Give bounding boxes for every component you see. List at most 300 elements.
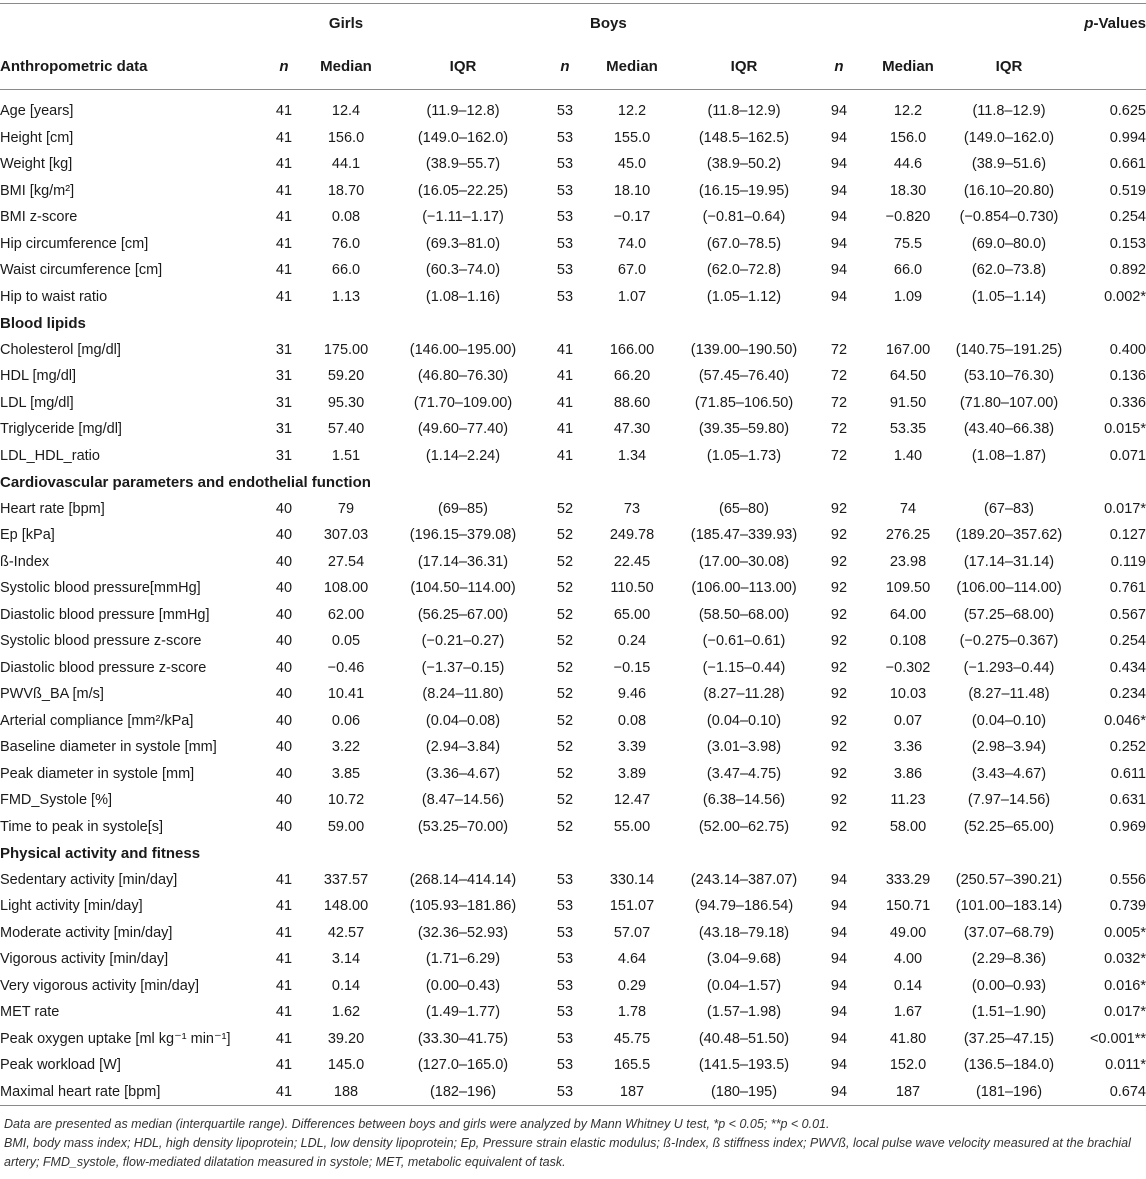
table-row (0, 575, 1146, 602)
boys-median: 0.29 (617, 977, 647, 994)
table-row (0, 390, 1146, 417)
section-header-row (0, 840, 1146, 867)
boys-median: 73 (623, 500, 641, 517)
girls-n: 41 (275, 156, 293, 173)
boys-n: 52 (556, 686, 574, 703)
total-n: 92 (830, 792, 848, 809)
table-row (0, 655, 1146, 682)
girls-n: 41 (275, 1030, 293, 1047)
total-median: 91.50 (889, 394, 927, 411)
group-header-row (0, 4, 1146, 44)
boys-median: 12.2 (617, 103, 647, 120)
boys-n: 41 (556, 368, 574, 385)
boys-n: 53 (556, 288, 574, 305)
median-header: Median (864, 43, 952, 90)
boys-iqr: (3.04–9.68) (706, 951, 782, 968)
table-row (0, 628, 1146, 655)
girls-median: 79 (337, 500, 355, 517)
row-label: FMD_Systole [%] (0, 792, 112, 809)
boys-n: 52 (556, 765, 574, 782)
p-value: 0.761 (1109, 580, 1146, 597)
row-label: LDL [mg/dl] (0, 394, 74, 411)
total-n: 94 (830, 1030, 848, 1047)
total-n: 94 (830, 129, 848, 146)
row-label: BMI z-score (0, 209, 78, 226)
total-iqr: (53.10–76.30) (963, 368, 1055, 385)
boys-median: 74.0 (617, 235, 647, 252)
total-median: −0.820 (885, 209, 931, 226)
boys-median: 151.07 (609, 898, 655, 915)
girls-median: 95.30 (327, 394, 365, 411)
boys-iqr: (40.48–51.50) (698, 1030, 790, 1047)
boys-median: 0.08 (617, 712, 647, 729)
row-label: Light activity [min/day] (0, 898, 143, 915)
total-iqr: (7.97–14.56) (967, 792, 1051, 809)
girls-iqr: (−0.21–0.27) (421, 633, 505, 650)
table-row (0, 549, 1146, 576)
girls-iqr: (1.08–1.16) (425, 288, 501, 305)
total-iqr: (17.14–31.14) (963, 553, 1055, 570)
boys-median: 165.5 (613, 1057, 651, 1074)
girls-iqr: (1.71–6.29) (425, 951, 501, 968)
boys-iqr: (139.00–190.50) (690, 341, 798, 358)
total-iqr: (16.10–20.80) (963, 182, 1055, 199)
total-median: 4.00 (893, 951, 923, 968)
boys-iqr: (185.47–339.93) (690, 527, 798, 544)
p-value: 0.017* (1104, 1004, 1146, 1021)
girls-n: 40 (275, 633, 293, 650)
table-row (0, 231, 1146, 258)
section-title: Blood lipids (0, 314, 86, 332)
section-title: Physical activity and fitness (0, 844, 201, 862)
total-iqr: (1.05–1.14) (971, 288, 1047, 305)
total-iqr: (0.00–0.93) (971, 977, 1047, 994)
boys-n: 52 (556, 527, 574, 544)
total-median: 44.6 (893, 156, 923, 173)
total-median: 187 (864, 1079, 952, 1106)
p-value: 0.252 (1109, 739, 1146, 756)
boys-median: 88.60 (613, 394, 651, 411)
girls-iqr: (17.14–36.31) (417, 553, 509, 570)
n-header: n (814, 43, 864, 90)
table-row (0, 178, 1146, 205)
total-iqr: (136.5–184.0) (963, 1057, 1055, 1074)
boys-n: 53 (556, 898, 574, 915)
footnote-abbreviations: BMI, body mass index; HDL, high density lipoprotein; LDL, low density lipoprotein; Ep, Pressure strain elastic modulus; ß-Index, ß stiffness index; PWVß, local pulse wave velocity measured at the brachial artery; FMD_systole, flow-mediated dilatation measured in systole; MET, metabolic equivalent of task. (4, 1136, 1131, 1169)
boys-n: 52 (556, 553, 574, 570)
girls-n: 40 (275, 527, 293, 544)
boys-n: 52 (556, 792, 574, 809)
table-row (0, 681, 1146, 708)
table-row (0, 946, 1146, 973)
girls-median: 12.4 (331, 103, 361, 120)
girls-iqr: (127.0–165.0) (417, 1057, 509, 1074)
girls-iqr: (11.9–12.8) (426, 103, 500, 120)
total-iqr: (11.8–12.9) (972, 103, 1046, 120)
boys-iqr: (148.5–162.5) (698, 129, 790, 146)
girls-median: 44.1 (331, 156, 361, 173)
boys-iqr: (71.85–106.50) (694, 394, 794, 411)
total-median: 64.50 (889, 368, 927, 385)
total-iqr: (3.43–4.67) (971, 765, 1047, 782)
table-row (0, 151, 1146, 178)
row-label: ß-Index (0, 553, 50, 570)
girls-iqr: (38.9–55.7) (425, 156, 501, 173)
p-value: 0.127 (1109, 527, 1146, 544)
p-value: 0.016* (1104, 977, 1146, 994)
table-row (0, 867, 1146, 894)
row-label: HDL [mg/dl] (0, 368, 77, 385)
girls-median: 0.08 (331, 209, 361, 226)
row-label: Very vigorous activity [min/day] (0, 977, 200, 994)
girls-iqr: (60.3–74.0) (425, 262, 501, 279)
p-value: 0.567 (1109, 606, 1146, 623)
boys-median: 0.24 (617, 633, 647, 650)
boys-n: 53 (556, 103, 574, 120)
girls-median: −0.46 (327, 659, 365, 676)
girls-n: 40 (275, 792, 293, 809)
p-value: 0.611 (1110, 765, 1146, 782)
total-median: 66.0 (893, 262, 923, 279)
total-median: −0.302 (885, 659, 931, 676)
p-value: 0.119 (1110, 553, 1146, 570)
row-label: Peak oxygen uptake [ml kg⁻¹ min⁻¹] (0, 1030, 231, 1047)
boys-n: 53 (556, 209, 574, 226)
total-median: 49.00 (889, 924, 927, 941)
boys-n: 53 (556, 182, 574, 199)
total-median: 0.14 (893, 977, 923, 994)
boys-iqr: (0.04–0.10) (706, 712, 782, 729)
total-iqr: (52.25–65.00) (963, 818, 1055, 835)
total-median: 75.5 (893, 235, 923, 252)
boys-n: 52 (556, 712, 574, 729)
row-label: Height [cm] (0, 129, 74, 146)
girls-iqr: (196.15–379.08) (409, 527, 517, 544)
row-label: Baseline diameter in systole [mm] (0, 739, 217, 756)
total-n: 92 (830, 606, 848, 623)
table-row (0, 522, 1146, 549)
girls-median: 148.00 (323, 898, 369, 915)
girls-median: 188 (306, 1079, 386, 1106)
p-value: 0.336 (1109, 394, 1146, 411)
total-n: 94 (830, 1057, 848, 1074)
girls-median: 1.62 (331, 1004, 361, 1021)
total-median: 53.35 (889, 421, 927, 438)
girls-median: 59.00 (327, 818, 365, 835)
total-median: 0.108 (889, 633, 927, 650)
table-row (0, 893, 1146, 920)
girls-n: 31 (275, 368, 293, 385)
girls-n: 41 (275, 103, 293, 120)
row-label: Ep [kPa] (0, 527, 55, 544)
row-label: Weight [kg] (0, 156, 73, 173)
boys-iqr: (141.5–193.5) (698, 1057, 790, 1074)
table-row (0, 814, 1146, 841)
row-label: Hip circumference [cm] (0, 235, 149, 252)
boys-n: 41 (556, 421, 574, 438)
boys-n: 52 (556, 500, 574, 517)
total-n: 94 (830, 951, 848, 968)
boys-n: 41 (556, 447, 574, 464)
girls-iqr: (56.25–67.00) (417, 606, 509, 623)
boys-median: 12.47 (613, 792, 651, 809)
total-n: 72 (830, 368, 848, 385)
total-iqr: (2.98–3.94) (971, 739, 1047, 756)
total-iqr: (106.00–114.00) (956, 580, 1062, 597)
total-median: 23.98 (889, 553, 927, 570)
p-value: 0.661 (1109, 156, 1146, 173)
row-label: BMI [kg/m²] (0, 182, 75, 199)
total-n: 72 (830, 394, 848, 411)
girls-n: 40 (275, 686, 293, 703)
p-value: 0.625 (1109, 103, 1146, 120)
p-value: 0.969 (1109, 818, 1146, 835)
total-median: 3.86 (893, 765, 923, 782)
boys-n: 52 (556, 818, 574, 835)
data-table (0, 3, 1146, 1106)
row-label: PWVß_BA [m/s] (0, 686, 104, 703)
row-label: Diastolic blood pressure [mmHg] (0, 606, 210, 623)
boys-median: 3.39 (617, 739, 647, 756)
total-median: 167.00 (885, 341, 931, 358)
row-label: Moderate activity [min/day] (0, 924, 173, 941)
girls-iqr: (149.0–162.0) (417, 129, 509, 146)
girls-median: 337.57 (323, 871, 369, 888)
girls-n: 41 (275, 209, 293, 226)
total-n: 92 (830, 500, 848, 517)
p-value: 0.002* (1104, 288, 1146, 305)
row-label: Systolic blood pressure[mmHg] (0, 580, 201, 597)
girls-n: 41 (275, 951, 293, 968)
girls-median: 156.0 (327, 129, 365, 146)
p-value: 0.017* (1104, 500, 1146, 517)
total-iqr: (−0.854–0.730) (959, 209, 1059, 226)
total-n: 94 (830, 871, 848, 888)
total-n: 94 (830, 235, 848, 252)
total-median: 1.09 (893, 288, 923, 305)
boys-median: 65.00 (613, 606, 651, 623)
girls-n: 40 (275, 818, 293, 835)
boys-n: 53 (556, 235, 574, 252)
total-iqr: (250.57–390.21) (955, 871, 1063, 888)
total-median: 333.29 (885, 871, 931, 888)
table-row (0, 363, 1146, 390)
p-value: 0.400 (1109, 341, 1146, 358)
boys-iqr: (67.0–78.5) (706, 235, 782, 252)
boys-median: 57.07 (613, 924, 651, 941)
table-row (0, 602, 1146, 629)
total-median: 74 (899, 500, 917, 517)
girls-iqr: (0.00–0.43) (425, 977, 501, 994)
girls-iqr: (69.3–81.0) (425, 235, 501, 252)
boys-n: 52 (556, 633, 574, 650)
girls-median: 108.00 (323, 580, 369, 597)
total-n: 94 (830, 103, 848, 120)
section-header-row (0, 310, 1146, 337)
girls-n: 40 (275, 606, 293, 623)
boys-median: 4.64 (617, 951, 647, 968)
table-row (0, 708, 1146, 735)
total-median: 156.0 (889, 129, 927, 146)
total-iqr: (62.0–73.8) (971, 262, 1047, 279)
iqr-header: IQR (674, 43, 814, 90)
total-n: 92 (830, 712, 848, 729)
boys-n: 52 (556, 580, 574, 597)
girls-iqr: (8.47–14.56) (421, 792, 505, 809)
boys-n: 53 (556, 924, 574, 941)
girls-header: Girls (306, 4, 386, 44)
boys-iqr: (180–195) (674, 1079, 814, 1106)
boys-n: 41 (556, 394, 574, 411)
p-value: 0.234 (1109, 686, 1146, 703)
boys-iqr: (39.35–59.80) (698, 421, 790, 438)
total-median: 1.67 (893, 1004, 923, 1021)
girls-n: 40 (275, 659, 293, 676)
total-median: 64.00 (889, 606, 927, 623)
boys-n: 53 (556, 262, 574, 279)
girls-median: 0.14 (331, 977, 361, 994)
boys-n: 53 (556, 871, 574, 888)
girls-iqr: (0.04–0.08) (425, 712, 501, 729)
boys-median: −0.17 (613, 209, 651, 226)
total-iqr: (101.00–183.14) (955, 898, 1063, 915)
boys-median: −0.15 (613, 659, 651, 676)
boys-iqr: (38.9–50.2) (706, 156, 782, 173)
p-value: 0.739 (1109, 898, 1146, 915)
girls-n: 41 (275, 898, 293, 915)
total-n: 72 (830, 447, 848, 464)
p-value: <0.001** (1089, 1030, 1146, 1047)
girls-median: 10.72 (327, 792, 365, 809)
total-iqr: (69.0–80.0) (971, 235, 1047, 252)
boys-median: 1.34 (617, 447, 647, 464)
total-iqr: (57.25–68.00) (963, 606, 1055, 623)
girls-iqr: (33.30–41.75) (417, 1030, 509, 1047)
boys-iqr: (57.45–76.40) (698, 368, 790, 385)
p-value: 0.631 (1109, 792, 1146, 809)
total-iqr: (−1.293–0.44) (963, 659, 1055, 676)
boys-median: 47.30 (613, 421, 651, 438)
row-label: Heart rate [bpm] (0, 500, 105, 517)
total-iqr: (37.07–68.79) (963, 924, 1055, 941)
boys-median: 67.0 (617, 262, 647, 279)
girls-n: 40 (275, 500, 293, 517)
boys-n: 53 (556, 951, 574, 968)
table-row (0, 416, 1146, 443)
boys-n: 52 (556, 659, 574, 676)
girls-n: 40 (275, 765, 293, 782)
total-median: 109.50 (885, 580, 931, 597)
boys-iqr: (1.05–1.12) (706, 288, 782, 305)
girls-n: 41 (275, 129, 293, 146)
total-n: 94 (830, 262, 848, 279)
girls-median: 175.00 (323, 341, 369, 358)
p-value: 0.046* (1104, 712, 1146, 729)
boys-iqr: (0.04–1.57) (706, 977, 782, 994)
p-value: 0.011* (1105, 1057, 1146, 1074)
boys-median: 110.50 (610, 580, 654, 597)
girls-median: 57.40 (327, 421, 365, 438)
boys-iqr: (43.18–79.18) (698, 924, 790, 941)
p-value: 0.994 (1109, 129, 1146, 146)
p-value: 0.032* (1104, 951, 1146, 968)
boys-n: 53 (556, 1057, 574, 1074)
boys-median: 55.00 (613, 818, 651, 835)
boys-iqr: (1.57–1.98) (706, 1004, 782, 1021)
boys-iqr: (11.8–12.9) (707, 103, 781, 120)
median-header: Median (306, 43, 386, 90)
boys-median: 249.78 (609, 527, 655, 544)
total-iqr: (181–196) (952, 1079, 1066, 1106)
girls-n: 41 (275, 1057, 293, 1074)
total-median: 58.00 (889, 818, 927, 835)
row-label: Peak workload [W] (0, 1057, 121, 1074)
boys-iqr: (8.27–11.28) (703, 686, 785, 703)
girls-n: 41 (275, 262, 293, 279)
table-body (0, 98, 1146, 1106)
girls-iqr: (1.14–2.24) (425, 447, 501, 464)
table-row (0, 98, 1146, 125)
boys-iqr: (3.01–3.98) (706, 739, 782, 756)
row-label: Systolic blood pressure z-score (0, 633, 202, 650)
girls-iqr: (104.50–114.00) (410, 580, 516, 597)
girls-median: 307.03 (323, 527, 369, 544)
girls-iqr: (16.05–22.25) (417, 182, 509, 199)
girls-median: 76.0 (331, 235, 361, 252)
total-n: 92 (830, 659, 848, 676)
total-n: 94 (830, 209, 848, 226)
girls-iqr: (−1.37–0.15) (421, 659, 505, 676)
row-label: Diastolic blood pressure z-score (0, 659, 207, 676)
girls-n: 41 (275, 977, 293, 994)
total-n: 92 (830, 553, 848, 570)
footnote-stats: Data are presented as median (interquartile range). Differences between boys and girls were analyzed by Mann Whitney U test, *p < 0.05; **p < 0.01. (4, 1117, 830, 1131)
total-n: 92 (830, 527, 848, 544)
boys-median: 1.78 (617, 1004, 647, 1021)
p-value: 0.254 (1109, 633, 1146, 650)
boys-n: 53 (540, 1079, 590, 1106)
girls-median: 1.51 (331, 447, 361, 464)
boys-n: 52 (556, 739, 574, 756)
total-n: 72 (830, 341, 848, 358)
total-iqr: (149.0–162.0) (963, 129, 1055, 146)
total-median: 41.80 (889, 1030, 927, 1047)
total-median: 18.30 (889, 182, 927, 199)
p-value: 0.254 (1109, 209, 1146, 226)
total-iqr: (8.27–11.48) (968, 686, 1050, 703)
total-n: 92 (830, 686, 848, 703)
p-value: 0.674 (1066, 1079, 1146, 1106)
n-header: n (262, 43, 306, 90)
boys-median: 45.0 (617, 156, 647, 173)
total-median: 0.07 (893, 712, 923, 729)
row-label: Sedentary activity [min/day] (0, 871, 178, 888)
girls-n: 40 (275, 712, 293, 729)
table-row (0, 787, 1146, 814)
boys-iqr: (62.0–72.8) (706, 262, 782, 279)
p-value: 0.005* (1104, 924, 1146, 941)
girls-n: 41 (275, 1004, 293, 1021)
total-iqr: (67–83) (984, 500, 1034, 517)
girls-median: 27.54 (327, 553, 365, 570)
row-label: LDL_HDL_ratio (0, 447, 100, 464)
girls-iqr: (268.14–414.14) (409, 871, 517, 888)
boys-iqr: (16.15–19.95) (698, 182, 790, 199)
section-title: Cardiovascular parameters and endothelial function (0, 473, 371, 491)
girls-n: 41 (275, 288, 293, 305)
girls-n: 31 (275, 341, 293, 358)
boys-n: 53 (556, 977, 574, 994)
